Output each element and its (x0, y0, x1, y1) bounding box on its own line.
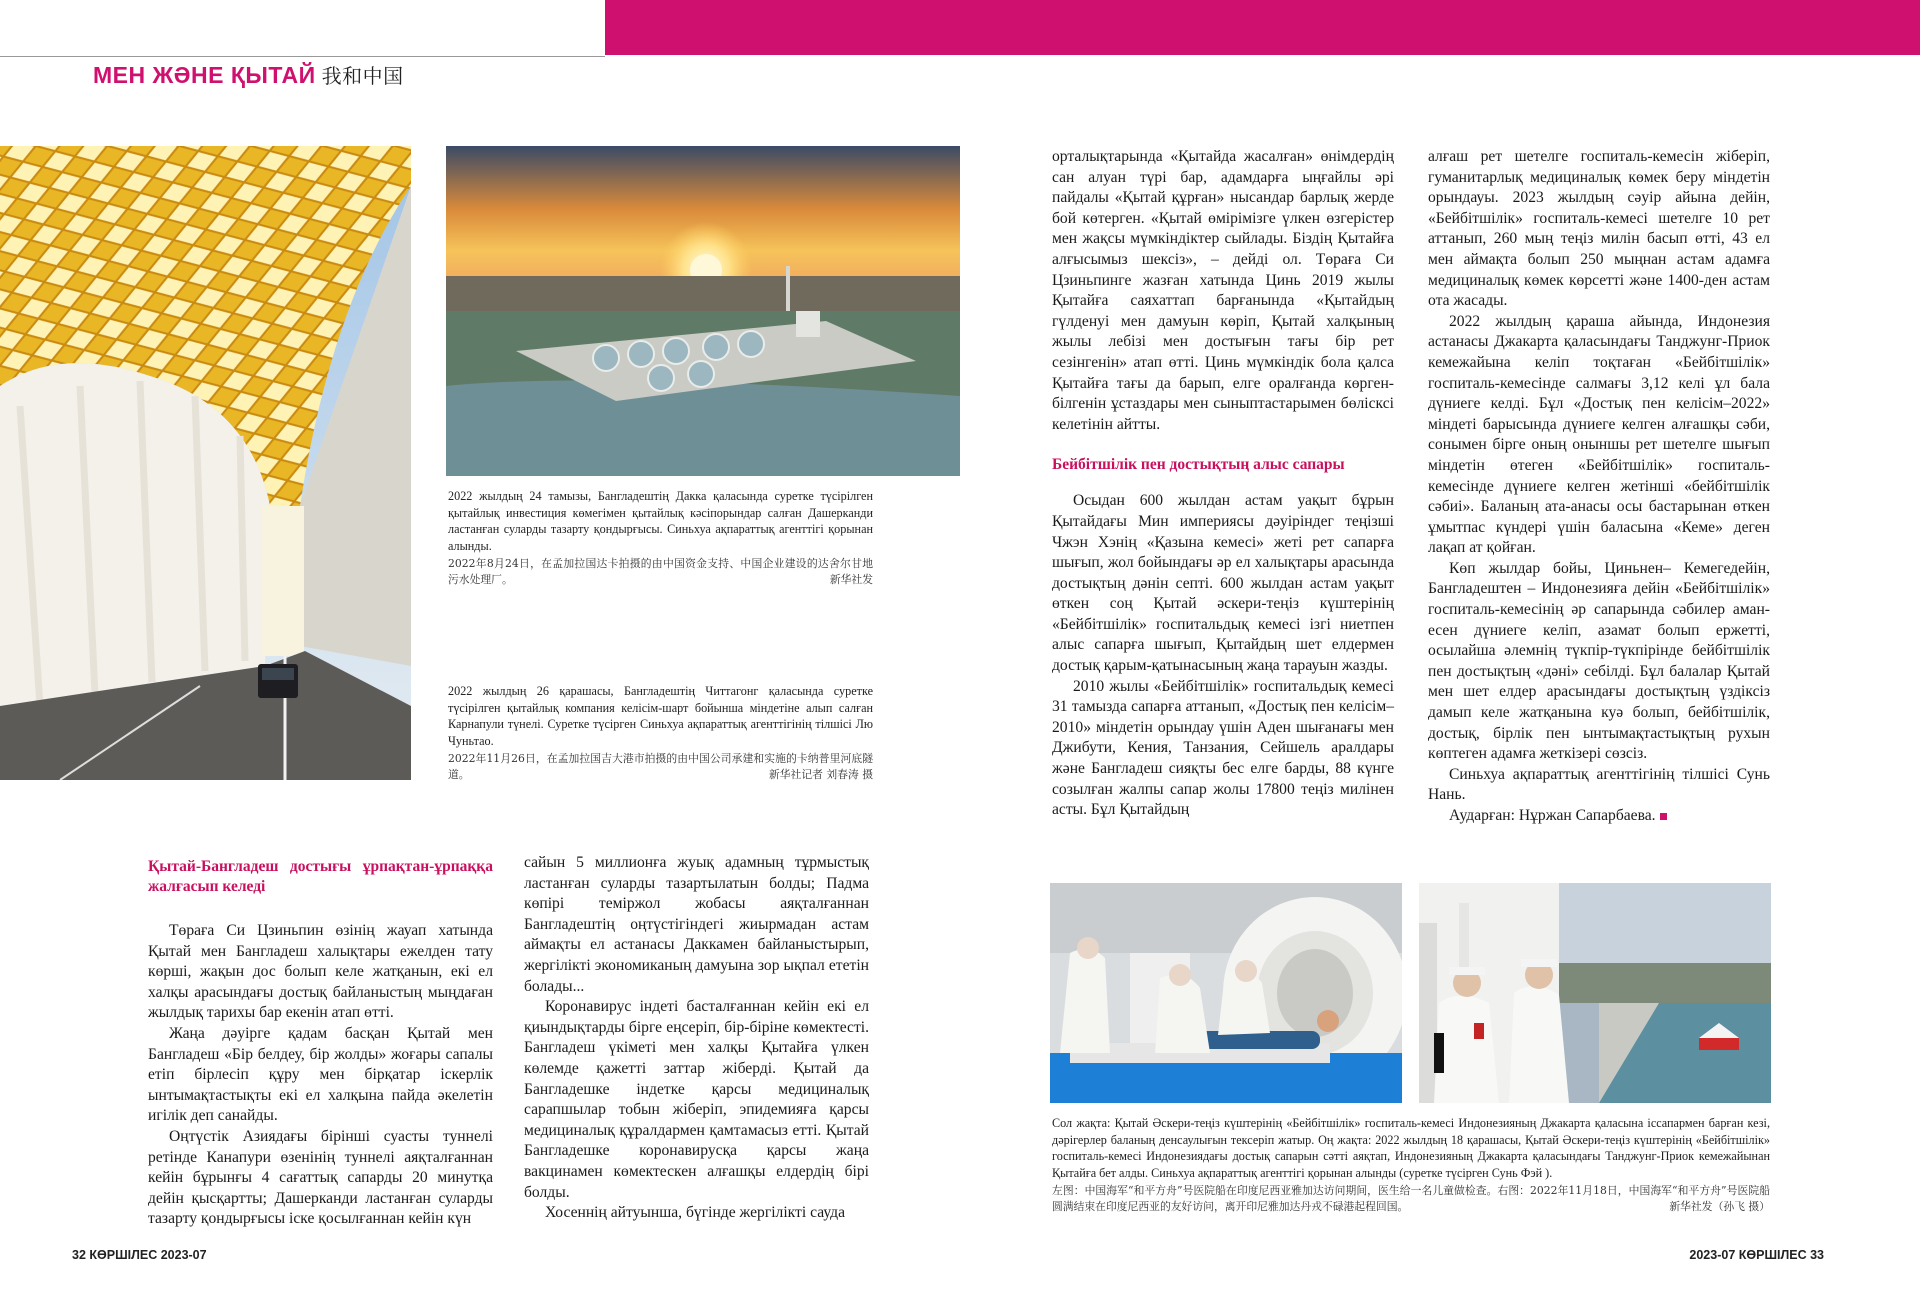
paragraph: Синьхуа ақпараттық агенттігінің тілшісі Сунь Нань. (1428, 765, 1770, 804)
paragraph: алғаш рет шетелге госпиталь-кемесін жіберіп, гуманитарлық медициналық көмек беру міндетін орындауы. 2023 жылдың сәуір айына дейін, «Бейбітшілік» госпиталь-кемесі шетелге 10 рет аттанып, 260 мың теңіз милін басып өтті, 43 ел мен аймақта болып 250 мыңнан астам адамға медициналық көмек көрсетті және 1400-ден астам ота жасады. (1428, 148, 1770, 310)
caption-kz: 2022 жылдың 26 қарашасы, Бангладештің Читтагонг қаласында суретке түсірілген қытайлық компания келісім-шарт бойынша міндетіне алып салған Карнапули түнелі. Суретке түсірген Синьхуа ақпараттық агенттігінің тілшісі Лю Чуньтао. (448, 684, 873, 748)
paragraph: Осыдан 600 жылдан астам уақыт бұрын Қытайдағы Мин империясы дәуіріндег теңізші Чжэн Хэнің «Қазына кемесі» жеті рет сапарға шығып, жол бойындағы әр ел халықтары арасында достықтың дәнін септі. 600 жылдан астам уақыт өткен соң Қытай әскери-теңіз күштерінің «Бейбітшілік» госпитальдық кемесі ізгі ниетпен алыс сапарға шығып, Қытайдың шет елдермен достық қарым-қатынасының жаңа тарауын жазды. (1052, 492, 1394, 675)
page-footer-right: 2023-07 КӨРШІЛЕС 33 (1689, 1248, 1824, 1262)
section-subhead: Бейбітшілік пен достықтың алыс сапары (1052, 456, 1345, 474)
header-rule (0, 56, 605, 57)
section-title-cn: 我和中国 (321, 66, 404, 88)
section-subhead: Қытай-Бангладеш достығы ұрпақтан-ұрпаққа жалғасып келеді (148, 858, 493, 895)
paragraph: Төраға Си Цзиньпин өзінің жауап хатында Қытай мен Бангладеш халықтары ежелден тату көрші, жақын дос болып келе жатқанын, екі ел халқы арасындағы достық байланыстың мыңдаған жылдық тарихы бар екенін атап өтті. (148, 922, 493, 1022)
tunnel-photo-caption (448, 683, 873, 783)
hospital-ship-photo (1419, 883, 1771, 1103)
right-article-column-4 (1428, 147, 1770, 827)
end-mark (1660, 813, 1667, 820)
caption-cn: 2022年8月24日，在孟加拉国达卡拍摄的由中国资金支持、中国企业建设的达舍尔甘地污水处理厂。 新华社发 (448, 557, 873, 587)
page-footer-left: 32 КӨРШІЛЕС 2023-07 (72, 1248, 207, 1262)
paragraph: Коронавирус індеті басталғаннан кейін екі ел қиындықтарды бірге еңсеріп, бір-біріне көмектесті. Бангладеш үкіметі мен халқы Қытайға үлкен көлемде қажетті заттар жіберді. Қытай да Бангладешке індетке қарсы медициналық сарапшылар тобын жіберіп, эпидемияға қарсы медициналық құралдармен қамтамасыз етті. Қытай Бангладешке коронавирусқа қарсы жаңа вакцинамен көмектескен алғашқы елдердің бірі болды. (524, 998, 869, 1201)
caption-cn: 左图：中国海军“和平方舟”号医院船在印度尼西亚雅加达访问期间，医生给一名儿童做检查。右图：2022年11月18日，中国海军“和平方舟”号医院船圆满结束在印度尼西亚的友好访问，离开印尼雅加达丹戎不碌港起程回国。 新华社发（孙飞 摄） (1052, 1184, 1770, 1214)
section-title (93, 60, 404, 89)
paragraph: орталықтарында «Қытайда жасалған» өнімдердің сан алуан түрі бар, адамдарға ыңғайлы әрі пайдалы «Қытай құрған» нысандар барлық жерде бой көтерген. «Қытай өмірімізге үлкен өзгерістер мен жақсы мүмкіндіктер сыйлады. Біздің Қытайға алғысымыз шексіз», – дейді ол. Төраға Си Цзиньпинге жазған хатында Цинь 2019 жылы Қытайға саяхаттап барғанында «Қытайдың гүлденуі мен дамуын көріп, Қытай халқының жылы лебізі мен достығын тағы бір рет сезінгенін» атап өтті. Цинь мүмкіндік бола қалса Қытайға тағы да барып, елге оралғанда көрген-білгенін ұстаздары мен сыныптастарымен бөлісксі келетінін айтты. (1052, 148, 1394, 433)
plant-photo-caption (448, 488, 873, 588)
tunnel-photo (0, 146, 411, 780)
paragraph: 2022 жылдың қараша айында, Индонезия астанасы Джакарта қаласындағы Танджунг-Приок кемежайына келіп тоқтаған «Бейбітшілік» госпиталь-кемесінде салмағы 3,12 келі ұл бала дүниеге келді. Бұл «Достық пен келісім–2022» міндеті барысында дүниеге келген алғашқы сәби, сонымен бірге оның оныншы рет шетелге шығып міндетін өтеген «Бейбітшілік» госпиталь-кемесінде дүниеге келген жетінші «бейбітшілік сәбиі». Баланың ата-анасы осы бастарынан өткен ұмытпас күндері үшін баласына «Кеме» деген лақап ат қойған. (1428, 312, 1770, 557)
caption-credit: 新华社记者 刘春涛 摄 (768, 768, 873, 782)
paragraph: Оңтүстік Азиядағы бірінші суасты туннелі ретінде Канапури өзенінің туннелі аяқталғаннан кейін бұрынғы 4 сағаттық сапарды 20 минутқа дейін қысқартты; Дашерканди ластанған суларды тазарту қондырғысы іске қосылғаннан кейін күн (148, 1127, 493, 1228)
medical-exam-photo (1050, 883, 1402, 1103)
paragraph: Хосеннің айтуынша, бүгінде жергілікті сауда (545, 1204, 845, 1222)
ship-photos-caption (1052, 1115, 1770, 1215)
translator-credit: Аударған: Нұржан Сапарбаева. (1428, 806, 1770, 827)
header-accent-bar (605, 0, 1920, 55)
paragraph: сайын 5 миллионға жуық адамның тұрмыстық ластанған суларды тазартылатын болды; Падма көпірі теміржол жобасы аяқталғаннан Бангладештің оңтүстігіндегі жиырмадан астам аймақты ел астанасы Даккамен байланыстырып, жергілікті экономиканың дамуына зор ықпал ететін болады... (524, 854, 869, 995)
paragraph: 2010 жылы «Бейбітшілік» госпитальдық кемесі 31 тамызда сапарға аттанып, «Достық пен келісім–2010» міндетін орындау үшін Аден шығанағы мен Джибути, Кения, Танзания, Сейшель аралдары және Бангладеш сияқты бес елге барды, 88 күнге созылған жалпы сапар жолы 17800 теңіз милінен асты. Бұл Қытайдың (1052, 677, 1394, 819)
paragraph: Жаңа дәуірге қадам басқан Қытай мен Бангладеш «Бір белдеу, бір жолды» жоғары сапалы етіп бірлесіп құру мен бірқатар іскерлік ынтымақтастықты екі ел халқына пайда әкелетін игілік деп санайды. (148, 1024, 493, 1125)
left-article-column-1 (148, 857, 493, 1230)
caption-credit: 新华社发 (829, 573, 873, 587)
caption-kz: 2022 жылдың 24 тамызы, Бангладештің Дакка қаласында суретке түсірілген қытайлық инвестиция көмегімен қытайлық кәсіпорындар салған Дашерканди ластанған суларды тазарту қондырғысы. Синьхуа ақпараттық агенттігі қорынан алынды. (448, 489, 873, 553)
sewage-plant-photo (446, 146, 960, 476)
left-article-column-2 (524, 853, 869, 1224)
caption-credit: 新华社发（孙飞 摄） (1669, 1200, 1770, 1214)
caption-kz: Сол жақта: Қытай Әскери-теңіз күштерінің «Бейбітшілік» госпиталь-кемесі Индонезияның Джакарта қаласына іссапармен барған кезі, дәрігерлер баланың денсаулығын тексеріп жатыр. Оң жақта: 2022 жылдың 18 қарашасы, Қытай Әскери-теңіз күштерінің «Бейбітшілік» госпиталь-кемесі Индонезиядағы достық сапарын сәтті аяқтап, Индонезияның Джакарта қаласындағы Танджунг-Приок кемежайынан Қытайға бет алды. Синьхуа ақпараттық агенттігі қорынан алынды (суретке түсірген Сунь Фэй ). (1052, 1116, 1770, 1180)
right-article-column-3 (1052, 147, 1394, 821)
paragraph: Көп жылдар бойы, Циньнен– Кемегедейін, Бангладештен – Индонезияға дейін «Бейбітшілік» госпиталь-кемесінің әр сапарында сәбилер аман-есен дүниеге келіп, азамат болып ержетті, осылайша әлемнің түкпір-түкпірінде бейбітшілік пен достықтың «дәні» себілді. Бұл балалар Қытай мен шет елдер арасындағы достықтың үздіксіз дамып келе жатқанына куә болып, бейбітшілік, достық, бірлік пен ынтымақтастықтың рухын көптеген адамға жеткізері сөзсіз. (1428, 559, 1770, 763)
section-title-kz: МЕН ЖӘНЕ ҚЫТАЙ (93, 62, 316, 88)
caption-cn: 2022年11月26日，在孟加拉国吉大港市拍摄的由中国公司承建和实施的卡纳普里河底隧道。 新华社记者 刘春涛 摄 (448, 752, 873, 782)
